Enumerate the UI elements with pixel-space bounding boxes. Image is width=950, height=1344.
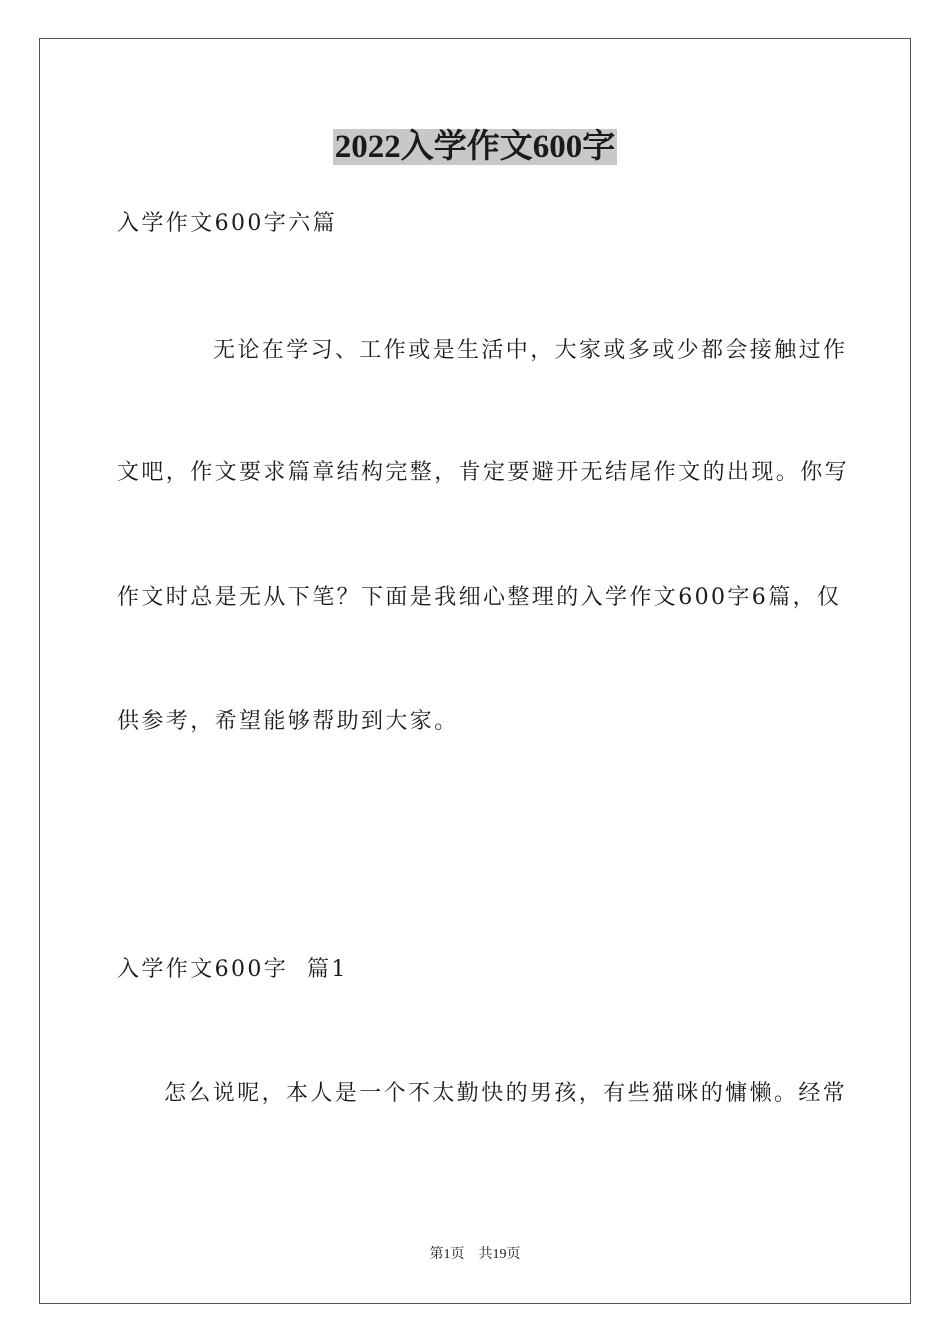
section-paragraph-line-1: 怎么说呢，本人是一个不太勤快的男孩，有些猫咪的慵懒。经常 [164,1081,848,1106]
intro-paragraph-line-4: 供参考，希望能够帮助到大家。 [117,709,459,734]
intro-paragraph-line-1: 无论在学习、工作或是生活中，大家或多或少都会接触过作 [213,338,848,363]
section-heading: 入学作文600字 篇1 [117,957,348,982]
document-title [0,124,950,170]
page-footer [0,1245,950,1265]
intro-paragraph-line-3: 作文时总是无从下笔？下面是我细心整理的入学作文600字6篇，仅 [117,585,842,610]
document-title-text: 2022入学作文600字 [334,129,616,165]
page-number: 第1页 [429,1247,465,1262]
document-subtitle: 入学作文600字六篇 [117,211,337,236]
page-total: 共19页 [478,1247,521,1262]
intro-paragraph-line-2: 文吧，作文要求篇章结构完整，肯定要避开无结尾作文的出现。你写 [117,460,850,485]
